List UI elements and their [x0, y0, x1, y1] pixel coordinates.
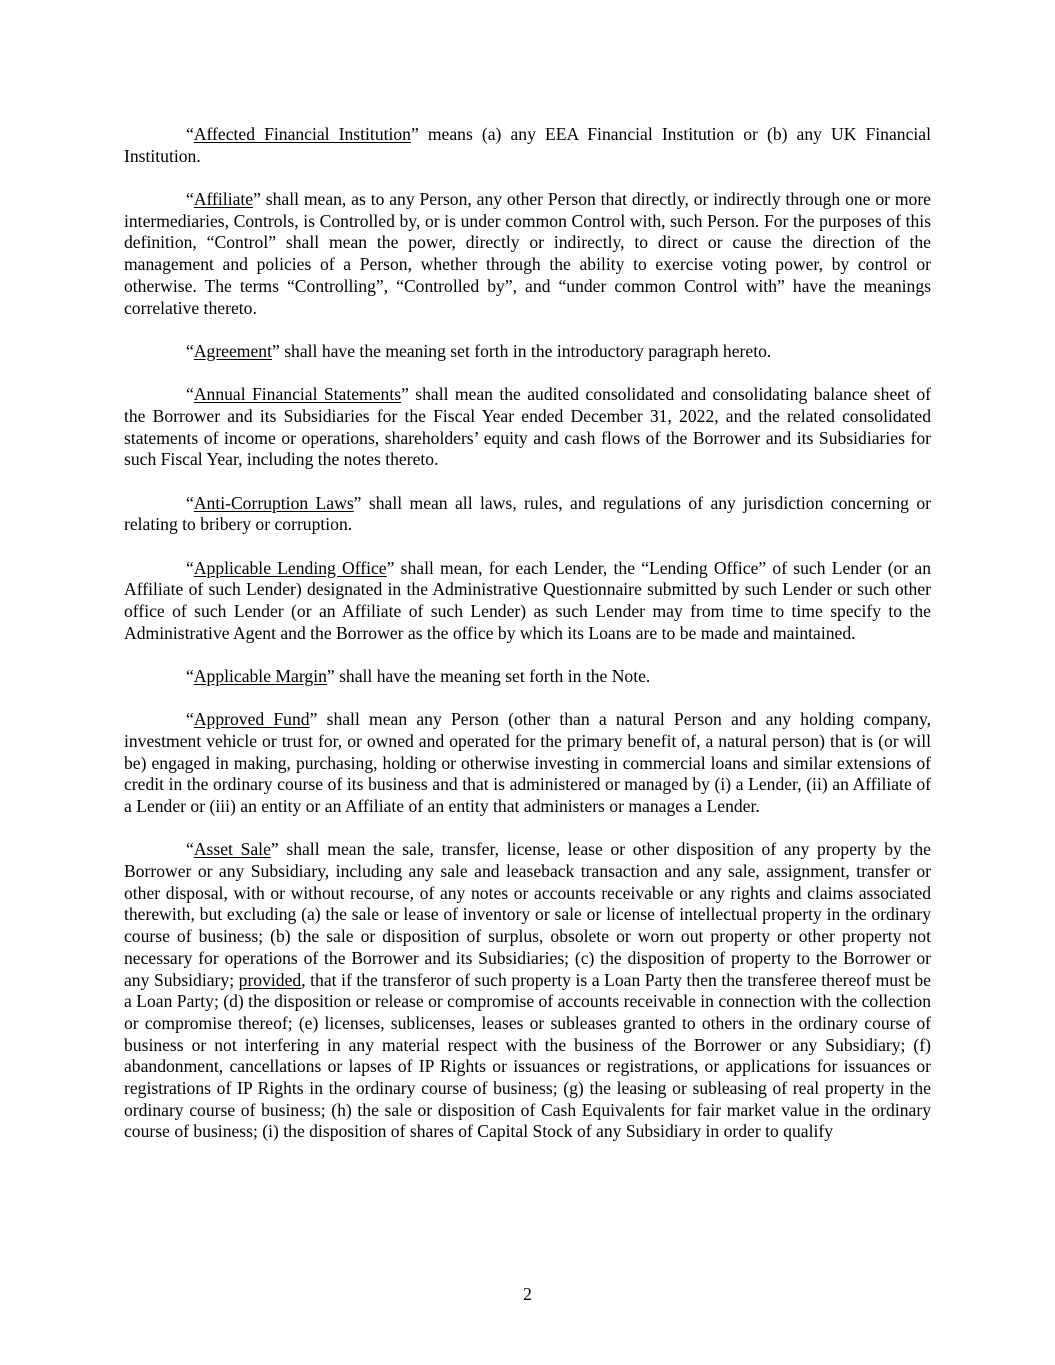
open-quote: “: [186, 665, 194, 686]
open-quote: “: [186, 384, 194, 405]
definition-text-continued: , that if the transferor of such property is a Loan Party then the transferee thereof must be a Loan Party; (d) the disposition or release or compromise of accounts receivable in connection with the collection or compromise thereof; (e) licenses, sublicenses, leases or subleases granted to others in the ordinary course of business or not interfering in any material respect with the business of the Borrower or any Subsidiary; (f) abandonment, cancellations or lapses of IP Rights or issuances or registrations, or applications for issuances or registrations of IP Rights in the ordinary course of business; (g) the leasing or subleasing of real property in the ordinary course of business; (h) the sale or disposition of Cash Equivalents for fair market value in the ordinary course of business; (i) the disposition of shares of Capital Stock of any Subsidiary in order to qualify: [124, 969, 931, 1142]
definition-affected-financial-institution: [124, 124, 931, 167]
definition-text: ” shall have the meaning set forth in the introductory paragraph hereto.: [271, 340, 772, 361]
defined-term: Affected Financial Institution: [193, 124, 411, 144]
definition-affiliate: [124, 189, 931, 319]
definition-annual-financial-statements: [124, 384, 931, 471]
defined-term: Applicable Lending Office: [193, 557, 387, 578]
open-quote: “: [186, 124, 194, 144]
definition-applicable-margin: [124, 666, 931, 688]
definition-text: ” shall mean all laws, rules, and regulations of any jurisdiction concerning or relating to bribery or corruption.: [124, 492, 932, 535]
definition-text: ” shall mean any Person (other than a natural Person and any holding company, investment vehicle or trust for, or owned and operated for the primary benefit of, a natural person) that is (or will be) engaged in making, purchasing, holding or otherwise investing in commercial loans and similar extensions of credit in the ordinary course of its business and that is administered or managed by (i) a Lender, (ii) an Affiliate of a Lender or (iii) an entity or an Affiliate of an entity that administers or manages a Lender.: [124, 709, 932, 817]
definition-approved-fund: [124, 709, 931, 818]
open-quote: “: [186, 839, 194, 860]
definition-text: ” shall mean, as to any Person, any other Person that directly, or indirectly through one or more intermediaries, Controls, is Controlled by, or is under common Control with, such Person. For the purposes of this definition, “Control” shall mean the power, directly or indirectly, to direct or cause the direction of the management and policies of a Person, whether through the ability to exercise voting power, by control or otherwise. The terms “Controlling”, “Controlled by”, and “under common Control with” have the meanings correlative thereto.: [124, 189, 931, 318]
definition-anti-corruption-laws: [124, 493, 931, 536]
definition-text: ” shall mean, for each Lender, the “Lending Office” of such Lender (or an Affiliate of such Lender) designated in the Administrative Questionnaire submitted by such Lender or such other office of such Lender (or an Affiliate of such Lender) as such Lender may from time to time specify to the Administrative Agent and the Borrower as the office by which its Loans are to be made and maintained.: [124, 557, 931, 643]
definition-text: ” shall have the meaning set forth in the Note.: [326, 665, 651, 686]
definition-text: ” shall mean the sale, transfer, license, lease or other disposition of any property by the Borrower or any Subsidiary, including any sale and leaseback transaction and any sale, assignment, transfer or other disposal, with or without recourse, of any notes or accounts receivable or any rights and claims associated therewith, but excluding (a) the sale or lease of inventory or sale or license of intellectual property in the ordinary course of business; (b) the sale or disposition of surplus, obsolete or worn out property or other property not necessary for operations of the Borrower and its Subsidiaries; (c) the disposition of property to the Borrower or any Subsidiary;: [124, 839, 931, 990]
page-number: 2: [523, 1284, 532, 1304]
document-page: [124, 124, 931, 1165]
defined-term: Affiliate: [193, 189, 254, 209]
definition-agreement: [124, 341, 931, 363]
open-quote: “: [186, 189, 194, 209]
open-quote: “: [186, 492, 194, 513]
defined-term: Agreement: [193, 340, 272, 361]
defined-term: Annual Financial Statements: [193, 384, 402, 405]
definition-text: ” shall mean the audited consolidated and consolidating balance sheet of the Borrower and its Subsidiaries for the Fiscal Year ended December 31, 2022, and the related consolidated statements of income or operations, shareholders’ equity and cash flows of the Borrower and its Subsidiaries for such Fiscal Year, including the notes thereto.: [124, 384, 931, 470]
defined-term: Applicable Margin: [193, 665, 327, 686]
definition-applicable-lending-office: [124, 558, 931, 645]
open-quote: “: [186, 557, 194, 578]
defined-term: Anti-Corruption Laws: [193, 492, 354, 513]
definition-asset-sale: [124, 839, 931, 1143]
open-quote: “: [186, 340, 194, 361]
defined-term: Asset Sale: [193, 839, 271, 860]
open-quote: “: [186, 709, 194, 730]
provided-keyword: provided: [238, 969, 302, 990]
defined-term: Approved Fund: [193, 709, 310, 730]
definition-text: ” means (a) any EEA Financial Institution or (b) any UK Financial Institution.: [124, 124, 931, 166]
